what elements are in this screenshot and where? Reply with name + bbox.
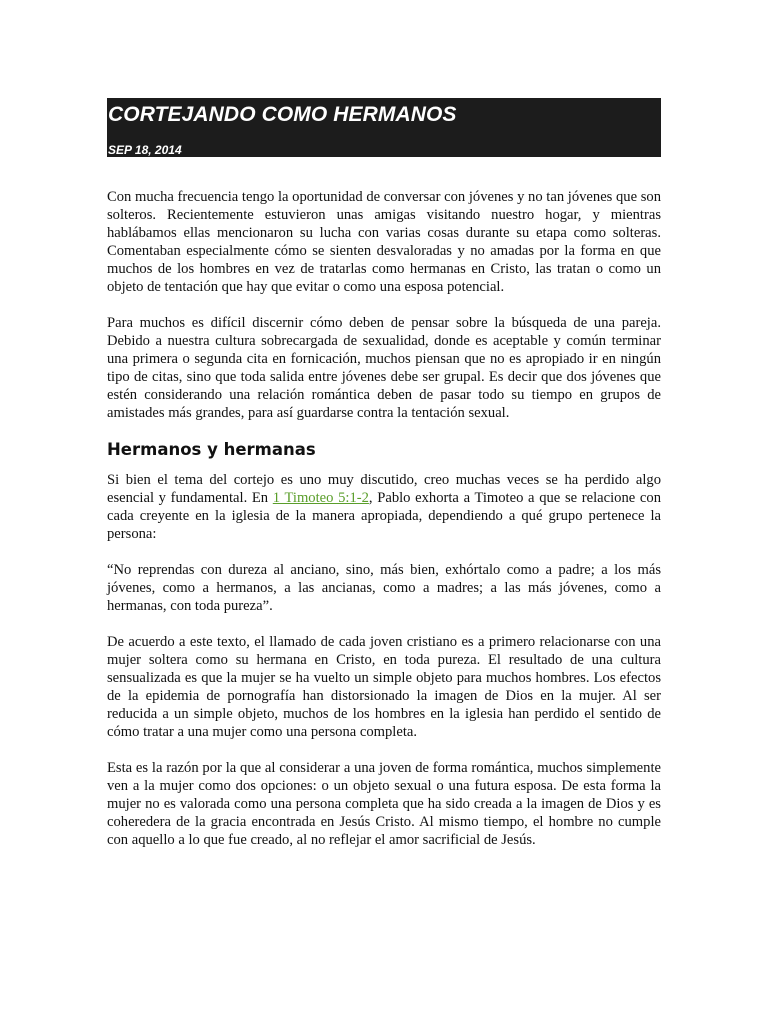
paragraph-4: De acuerdo a este texto, el llamado de cada joven cristiano es a primero relacionarse con una mujer soltera como su hermana en Cristo, en toda pureza. El resultado de una cultura sensualizada es que la mujer se ha vuelto un simple objeto para muchos hombres. Los efectos de la epidemia de pornografía han distorsionado la imagen de Dios en la mujer. Al ser reducida a un simple objeto, muchos de los hombres en la iglesia han perdido el sentido de cómo tratar a una mujer como una persona completa. xyxy=(107,634,661,740)
paragraph-5: Esta es la razón por la que al considerar a una joven de forma romántica, muchos simplemente ven a la mujer como dos opciones: o un objeto sexual o una futura esposa. De esta forma la mujer no es valorada como una persona completa que ha sido creada a la imagen de Dios y es coheredera de la gracia encontrada en Jesús Cristo. Al mismo tiempo, el hombre no cumple con aquello a lo que fue creado, al no reflejar el amor sacrificial de Jesús. xyxy=(107,760,661,848)
article-date: SEP 18, 2014 xyxy=(108,143,182,157)
paragraph-3-after: , Pablo exhorta a Timoteo a que se relacione con cada creyente en la iglesia de la manera apropiada, dependiendo a qué grupo pertenece la persona: xyxy=(107,490,661,542)
bible-reference-link[interactable]: 1 Timoteo 5:1-2 xyxy=(272,490,369,506)
article-body xyxy=(107,188,661,849)
paragraph-1: Con mucha frecuencia tengo la oportunidad de conversar con jóvenes y no tan jóvenes que son solteros. Recientemente estuvieron unas amigas visitando nuestro hogar, y mientras hablábamos ellas mencionaron su lucha con varias cosas durante su etapa como solteras. Comentaban especialmente cómo se sienten desvaloradas y no amadas por la forma en que muchos de los hombres en vez de tratarlas como hermanas en Cristo, las tratan o como un objeto de tentación que hay que evitar o como una esposa potencial. xyxy=(107,189,661,295)
paragraph-2: Para muchos es difícil discernir cómo deben de pensar sobre la búsqueda de una pareja. Debido a nuestra cultura sobrecargada de sexualidad, donde es aceptable y común terminar una primera o segunda cita en fornicación, muchos piensan que no es apropiado ir en ningún tipo de citas, sino que toda salida entre jóvenes debe ser grupal. Es decir que dos jóvenes que estén considerando una relación romántica deben de pasar todo su tiempo en grupos de amistades más grandes, para así guardarse contra la tentación sexual. xyxy=(107,315,661,421)
article-title: CORTEJANDO COMO HERMANOS xyxy=(108,103,457,126)
document-page xyxy=(107,98,661,867)
section-heading: Hermanos y hermanas xyxy=(107,440,316,459)
bible-quote: “No reprendas con dureza al anciano, sino, más bien, exhórtalo como a padre; a los más jóvenes, como a hermanos, a las ancianas, como a madres; a las más jóvenes, como a hermanas, con toda pureza”. xyxy=(107,562,661,614)
paragraph-3-before: Si bien el tema del cortejo es uno muy discutido, creo muchas veces se ha perdido algo esencial y fundamental. En xyxy=(107,472,661,506)
article-header xyxy=(107,98,661,157)
paragraph-3 xyxy=(107,471,661,543)
